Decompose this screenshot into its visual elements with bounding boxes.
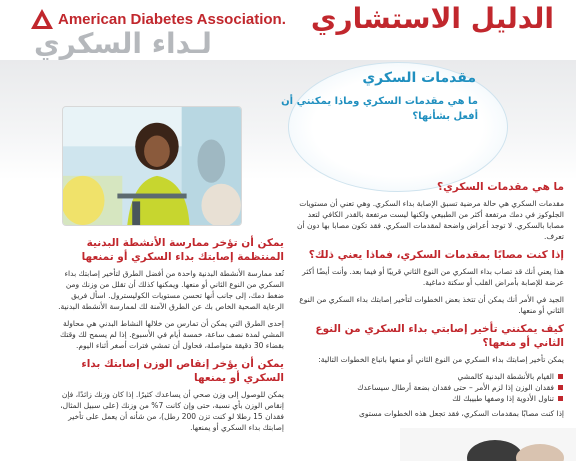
section-heading: ما هي مقدمات السكري؟ [436, 181, 564, 193]
list-item: تناول الأدوية إذا وصفها طبيبك لك [294, 393, 564, 404]
section-text: يمكن تأخير إصابتك بداء السكري من النوع الثاني أو منعها باتباع الخطوات التالية: [318, 355, 564, 364]
page-header [0, 0, 576, 62]
section-how-to-delay [294, 322, 564, 419]
section-weight-loss [56, 357, 284, 433]
section-heading: إذا كنت مصابًا بمقدمات السكري، فماذا يعني ذلك؟ [308, 249, 564, 261]
section-text: الجيد في الأمر أنك يمكن أن تتخذ بعض الخطوات لتأخير إصابتك بداء السكري من النوع الثاني أو منعها. [299, 295, 564, 315]
badge-subtitle: ما هي مقدمات السكري وماذا يمكنني أن أفعل بشأنها؟ [281, 96, 478, 122]
section-what-is-prediabetes [294, 180, 564, 242]
section-text: إحدى الطرق التي يمكن أن تمارس من خلالها النشاط البدني هي محاولة المشي لمدة نصف ساعة، خمسة أيام في الأسبوع. إذا لم يسمح لك وقتك بقضاء 30 دقيقة متواصلة، فحاول أن تمشي فترات أصغر أثناء اليوم. [60, 319, 284, 350]
right-column [294, 180, 564, 425]
list-item: القيام بالأنشطة البدنية كالمشي [294, 371, 564, 382]
section-what-it-means [294, 248, 564, 316]
badge-title: مقدمات السكري [362, 70, 476, 86]
section-text: تُعد ممارسة الأنشطة البدنية واحدة من أفضل الطرق لتأخير إصابتك بداء السكري من النوع الثاني أو منعها. ويمكنها كذلك أن تقلل من وزنك ومن ضغط دمك، إلى جانب أنها تحسن مستويات الكوليسترول. اسأل فريق الرعاية الصحية الخاص بك عن الطرق الآمنة لك لممارسة الأنشطة البدنية. [58, 269, 284, 311]
section-text: مقدمات السكري هي حالة مرضية تسبق الإصابة بداء السكري. وهي تعني أن مستويات الجلوكوز في دمك مرتفعة أكثر من الطبيعي ولكنها ليست مرتفعة بالقدر الكافي لتعد مصابا بالسكري. لا توجد أعراض واضحة لمقدمات السكري. فقد تكون مصابا بها دون أن تعرف. [297, 199, 564, 241]
page-subtitle: لـداء السكري [34, 27, 212, 60]
section-text: يمكن للوصول إلى وزن صحي أن يساعدك كثيرًا. إذا كان وزنك زائدًا، فإن إنقاص الوزن بأي نسبة، حتى وإن كانت 7% من وزنك (على سبيل المثال، فقدان 15 رطلا لو كنت تزن 200 رطل)، من شأنه أن يعمل على تأخير إصابتك بداء السكري أو يمنعها. [60, 390, 284, 432]
section-heading: يمكن أن يؤخر إنقاص الوزن إصابتك بداء السكري أو يمنعها [81, 358, 284, 384]
logo-text: American Diabetes Association. [58, 10, 286, 28]
bottom-photo [400, 428, 576, 461]
steps-list [294, 371, 564, 404]
section-physical-activity [56, 236, 284, 351]
left-column [56, 236, 284, 439]
section-heading: كيف يمكنني تأخير إصابتي بداء السكري من النوع الثاني أو منعها؟ [315, 323, 564, 349]
exercise-photo [62, 106, 242, 226]
section-text: هذا يعني أنك قد تصاب بداء السكري من النوع الثاني قريبًا أو فيما بعد. وأنت أيضًا أكثر عرضة للإصابة بأمراض القلب أو سكتة دماغية. [302, 267, 564, 287]
page-title: الدليل الاستشاري [310, 2, 554, 35]
section-heading: يمكن أن تؤخر ممارسة الأنشطة البدنية المنتظمة إصابتك بداء السكري أو تمنعها [81, 237, 284, 263]
section-text: إذا كنت مصابًا بمقدمات السكري، فقد تجعل هذه الخطوات مستوى [359, 409, 564, 418]
list-item: فقدان الوزن إذا لزم الأمر – حتى فقدان بضعة أرطال سيساعدك [294, 382, 564, 393]
